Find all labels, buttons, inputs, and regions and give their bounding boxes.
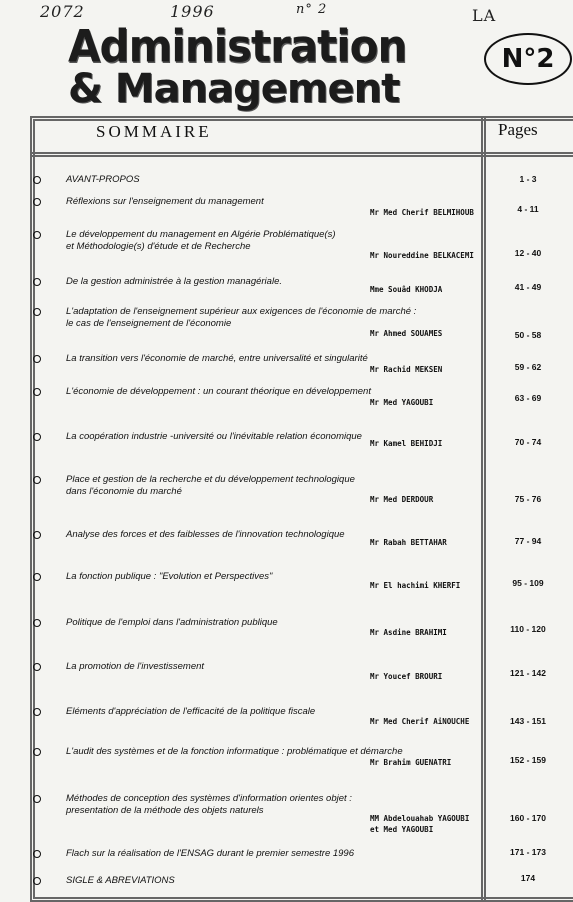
- entry-author: Mme Souâd KHODJA: [370, 285, 443, 294]
- entry-bullet: [33, 850, 41, 858]
- entry-bullet: [33, 573, 41, 581]
- entry-author: Mr El hachimi KHERFI: [370, 581, 461, 590]
- entry-author: Mr Med DERDOUR: [370, 495, 434, 504]
- entry-pages: 59 - 62: [514, 362, 542, 372]
- handwritten-issue: n° 2: [296, 2, 328, 17]
- masthead-title-line1: Administration: [68, 20, 407, 73]
- entry-author: Mr Asdine BRAHIMI: [370, 628, 447, 637]
- entry-title: De la gestion administrée à la gestion managériale.: [66, 276, 282, 287]
- entry-title: L'économie de développement : un courant théorique en développement: [66, 386, 371, 397]
- pages-column-divider: [481, 116, 486, 902]
- entry-author: Mr Rachid MEKSEN: [370, 365, 443, 374]
- entry-bullet: [33, 619, 41, 627]
- entry-pages: 95 - 109: [512, 578, 544, 588]
- entry-bullet: [33, 278, 41, 286]
- entry-title: L'audit des systèmes et de la fonction informatique : problématique et démarche: [66, 746, 403, 757]
- entry-bullet: [33, 308, 41, 316]
- entry-title: Analyse des forces et des faiblesses de l'innovation technologique: [66, 529, 345, 540]
- entry-pages: 75 - 76: [514, 494, 542, 504]
- entry-author: Mr Brahim GUENATRI: [370, 758, 452, 767]
- entry-title: AVANT-PROPOS: [66, 174, 140, 185]
- entry-title: Réflexions sur l'enseignement du management: [66, 196, 264, 207]
- handwritten-code: LA: [472, 6, 497, 25]
- entry-author: MM Abdelouahab YAGOUBI et Med YAGOUBI: [370, 814, 470, 834]
- header-rule: [30, 152, 573, 157]
- entry-pages: 174: [520, 873, 536, 883]
- entry-author: Mr Youcef BROURI: [370, 672, 443, 681]
- entry-title: Politique de l'emploi dans l'administration publique: [66, 617, 278, 628]
- handwritten-year: 1996: [170, 2, 215, 21]
- entry-title: Flach sur la réalisation de l'ENSAG durant le premier semestre 1996: [66, 848, 355, 859]
- entry-bullet: [33, 198, 41, 206]
- entry-author: Mr Noureddine BELKACEMI: [370, 251, 474, 260]
- entry-author: Mr Kamel BEHIDJI: [370, 439, 443, 448]
- entry-bullet: [33, 388, 41, 396]
- entry-pages: 1 - 3: [519, 174, 537, 184]
- entry-bullet: [33, 476, 41, 484]
- entry-pages: 4 - 11: [517, 204, 539, 214]
- entry-title: L'adaptation de l'enseignement supérieur aux exigences de l'économie de marché : le cas de l'enseignement de l'économie: [66, 306, 417, 329]
- entry-bullet: [33, 531, 41, 539]
- entry-title: La promotion de l'investissement: [66, 661, 205, 672]
- entry-pages: 152 - 159: [510, 755, 546, 765]
- entry-author: Mr Ahmed SOUAMES: [370, 329, 443, 338]
- entry-pages: 70 - 74: [514, 437, 542, 447]
- issue-badge: N°2: [484, 33, 572, 85]
- entry-author: Mr Med YAGOUBI: [370, 398, 434, 407]
- entry-pages: 50 - 58: [514, 330, 542, 340]
- entry-bullet: [33, 433, 41, 441]
- entry-bullet: [33, 795, 41, 803]
- entry-bullet: [33, 708, 41, 716]
- entry-title: La transition vers l'économie de marché, entre universalité et singularité: [66, 353, 368, 364]
- entry-title: Place et gestion de la recherche et du développement technologique dans l'économie du marché: [66, 474, 355, 497]
- entry-title: SIGLE & ABREVIATIONS: [66, 875, 175, 886]
- entry-title: La fonction publique : "Evolution et Perspectives": [66, 571, 273, 582]
- entry-bullet: [33, 231, 41, 239]
- entry-author: Mr Med Cherif AiNOUCHE: [370, 717, 470, 726]
- entry-bullet: [33, 663, 41, 671]
- entry-bullet: [33, 355, 41, 363]
- entry-pages: 110 - 120: [510, 624, 546, 634]
- entry-title: Eléments d'appréciation de l'efficacité de la politique fiscale: [66, 706, 316, 717]
- entry-bullet: [33, 877, 41, 885]
- handwritten-number: 2072: [40, 2, 85, 21]
- sommaire-heading: SOMMAIRE: [96, 122, 212, 141]
- entry-pages: 171 - 173: [510, 847, 546, 857]
- entry-pages: 121 - 142: [510, 668, 546, 678]
- masthead-title-line2: & Management: [68, 66, 400, 112]
- entry-pages: 63 - 69: [514, 393, 542, 403]
- entry-bullet: [33, 176, 41, 184]
- entry-title: Le développement du management en Algérie Problématique(s) et Méthodologie(s) d'étude et de Recherche: [66, 229, 336, 252]
- entry-author: Mr Med Cherif BELMIHOUB: [370, 208, 474, 217]
- entry-title: Méthodes de conception des systèmes d'information orientes objet : presentation de la méthode des objets naturels: [66, 793, 352, 816]
- entry-bullet: [33, 748, 41, 756]
- entry-pages: 160 - 170: [510, 813, 546, 823]
- entry-title: La coopération industrie -université ou l'inévitable relation économique: [66, 431, 362, 442]
- entry-pages: 12 - 40: [514, 248, 542, 258]
- entry-pages: 77 - 94: [514, 536, 542, 546]
- pages-heading: Pages: [498, 120, 538, 139]
- entry-pages: 143 - 151: [510, 716, 546, 726]
- entry-author: Mr Rabah BETTAHAR: [370, 538, 447, 547]
- entry-pages: 41 - 49: [514, 282, 542, 292]
